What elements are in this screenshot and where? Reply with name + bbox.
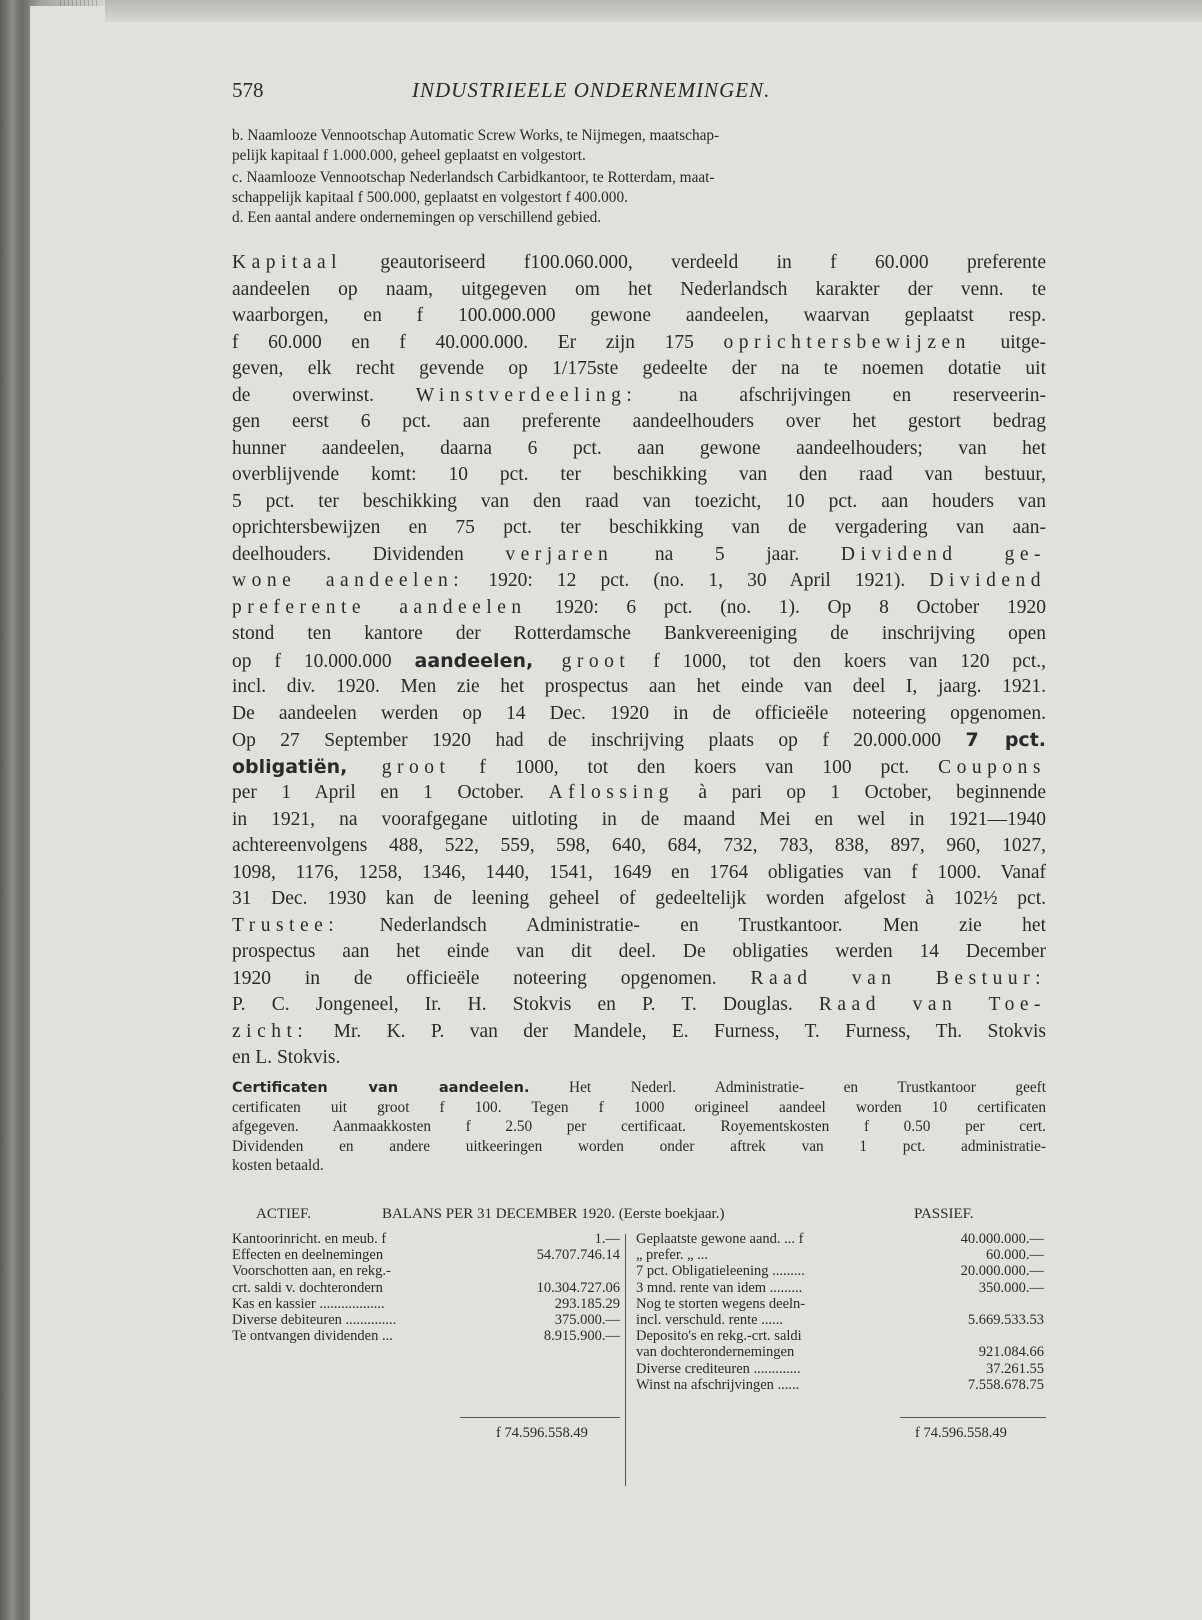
text-line bbox=[232, 992, 1046, 1019]
table-row bbox=[636, 1344, 1044, 1360]
spaced-term-coupons: Coupons bbox=[938, 756, 1046, 778]
table-row bbox=[636, 1247, 1044, 1263]
row-amount: 60.000.— bbox=[986, 1247, 1044, 1264]
spaced-term-zicht: zicht: bbox=[232, 1020, 309, 1042]
table-row bbox=[636, 1231, 1044, 1247]
row-label: „ prefer. „ ... bbox=[636, 1247, 709, 1264]
row-label: incl. verschuld. rente ...... bbox=[636, 1311, 783, 1328]
row-label: Diverse debiteuren .............. bbox=[232, 1311, 397, 1328]
actief-column bbox=[232, 1231, 620, 1344]
row-amount: 10.304.727.06 bbox=[536, 1279, 620, 1296]
text-span: uitge- bbox=[970, 331, 1046, 353]
text-line bbox=[232, 595, 1046, 622]
total-rule-left bbox=[460, 1417, 620, 1418]
row-label: Nog te storten wegens deeln- bbox=[636, 1295, 806, 1312]
intro-line-d: d. Een aantal andere ondernemingen op verschillend gebied. bbox=[232, 209, 602, 226]
spaced-term-winstverdeeling: Winstverdeeling: bbox=[415, 384, 638, 406]
row-amount: 5.669.533.53 bbox=[967, 1311, 1044, 1328]
bold-term-obligatien: obligatiën, bbox=[232, 755, 348, 778]
table-row bbox=[636, 1361, 1044, 1377]
row-label: Diverse crediteuren ............. bbox=[636, 1360, 801, 1377]
text-span: Mr. K. P. van der Mandele, E. Furness, T. Furness, Th. Stokvis bbox=[308, 1020, 1046, 1042]
spaced-term-kapitaal: Kapitaal bbox=[232, 252, 343, 273]
text-span: Het Nederl. Administratie- en Trustkantoor geeft bbox=[529, 1079, 1046, 1096]
text-line bbox=[232, 727, 1046, 754]
table-row bbox=[636, 1280, 1044, 1296]
text-line: 5 pct. ter beschikking van den raad van toezicht, 10 pct. aan houders van bbox=[232, 490, 1046, 512]
row-label: Voorschotten aan, en rekg.- bbox=[232, 1263, 391, 1280]
intro-line-b2: pelijk kapitaal f 1.000.000, geheel geplaatst en volgestort. bbox=[232, 147, 586, 164]
intro-line-b1: b. Naamlooze Vennootschap Automatic Screw Works, te Nijmegen, maatschap- bbox=[232, 127, 720, 144]
row-amount: 921.084.66 bbox=[978, 1344, 1044, 1361]
certificaten-paragraph bbox=[232, 1078, 1046, 1176]
table-row bbox=[636, 1312, 1044, 1328]
text-span: op f 10.000.000 bbox=[232, 650, 415, 672]
row-amount: 350.000.— bbox=[978, 1279, 1044, 1296]
page-header bbox=[232, 78, 1052, 108]
actief-label: ACTIEF. bbox=[256, 1206, 312, 1222]
text-line bbox=[232, 568, 1046, 595]
row-label: Geplaatste gewone aand. ... f bbox=[636, 1231, 804, 1247]
text-line: achtereenvolgens 488, 522, 559, 598, 640, 684, 732, 783, 838, 897, 960, 1027, bbox=[232, 835, 1046, 856]
table-row bbox=[636, 1328, 1044, 1344]
row-amount: 1.— bbox=[594, 1231, 620, 1247]
spaced-term-raad-van-toezicht: Raad van Toe- bbox=[818, 994, 1046, 1015]
row-amount: 293.185.29 bbox=[554, 1295, 620, 1312]
table-row bbox=[232, 1328, 620, 1344]
table-row bbox=[636, 1296, 1044, 1312]
spaced-term-dividend: Dividend ge- bbox=[840, 543, 1046, 565]
certificaten-heading: Certificaten van aandeelen. bbox=[232, 1080, 530, 1096]
row-label: Kas en kassier .................. bbox=[232, 1295, 385, 1312]
bold-term-7-pct: 7 pct. bbox=[965, 729, 1046, 751]
spaced-term-raad-van-bestuur: Raad van Bestuur: bbox=[750, 967, 1046, 989]
spaced-term-trustee: Trustee: bbox=[232, 914, 340, 936]
text-line: 31 Dec. 1930 kan de leening geheel of gedeeltelijk worden afgelost à 102½ pct. bbox=[232, 888, 1046, 909]
row-label: Kantoorinricht. en meub. f bbox=[232, 1231, 387, 1247]
text-span: de overwinst. bbox=[232, 384, 416, 406]
row-amount: 7.558.678.75 bbox=[967, 1376, 1044, 1393]
row-amount: 54.707.746.14 bbox=[536, 1247, 620, 1264]
row-amount: 40.000.000.— bbox=[960, 1231, 1044, 1247]
row-label: Te ontvangen dividenden ... bbox=[232, 1328, 393, 1345]
row-label: 7 pct. Obligatieleening ......... bbox=[636, 1263, 805, 1280]
text-line: De aandeelen werden op 14 Dec. 1920 in de officieële noteering opgenomen. bbox=[232, 702, 1046, 724]
text-line: aandeelen op naam, uitgegeven om het Nederlandsch karakter der venn. te bbox=[232, 278, 1046, 300]
table-row bbox=[232, 1231, 620, 1247]
passief-total: f 74.596.558.49 bbox=[915, 1425, 1007, 1441]
text-line: certificaten uit groot f 100. Tegen f 1000 origineel aandeel worden 10 certificaten bbox=[232, 1098, 1046, 1116]
text-span: f 60.000 en f 40.000.000. Er zijn 175 bbox=[232, 331, 724, 353]
text-span: à pari op 1 October, beginnende bbox=[673, 782, 1046, 803]
text-span: deelhouders. Dividenden bbox=[232, 543, 506, 565]
text-span: P. C. Jongeneel, Ir. H. Stokvis en P. T. Douglas. bbox=[232, 994, 819, 1015]
text-line: hunner aandeelen, daarna 6 pct. aan gewone aandeelhouders; van het bbox=[232, 437, 1046, 459]
table-row bbox=[636, 1377, 1044, 1393]
row-label: Deposito's en rekg.-crt. saldi bbox=[636, 1328, 802, 1345]
top-shadow bbox=[105, 0, 1202, 22]
text-line: stond ten kantore der Rotterdamsche Bankvereeniging de inschrijving open bbox=[232, 623, 1046, 644]
row-amount: 20.000.000.— bbox=[960, 1263, 1044, 1280]
page-number: 578 bbox=[232, 78, 264, 102]
text-span: 1920 in de officieële noteering opgenomen. bbox=[232, 967, 751, 989]
text-span: f 1000, tot den koers van 120 pct., bbox=[630, 650, 1046, 672]
text-span: na 5 jaar. bbox=[613, 543, 841, 565]
row-label: crt. saldi v. dochterondern bbox=[232, 1279, 383, 1296]
text-line bbox=[232, 250, 1046, 277]
text-line bbox=[232, 542, 1046, 569]
text-line: geven, elk recht gevende op 1/175ste gedeelte der na te noemen dotatie uit bbox=[232, 358, 1046, 379]
text-line: in 1921, na voorafgegane uitloting in de maand Mei en wel in 1921—1940 bbox=[232, 808, 1046, 830]
text-line: overblijvende komt: 10 pct. ter beschikking van den raad van bestuur, bbox=[232, 464, 1046, 485]
text-line bbox=[232, 648, 1046, 675]
text-line bbox=[232, 383, 1046, 410]
text-line: gen eerst 6 pct. aan preferente aandeelhouders over het gestort bedrag bbox=[232, 411, 1046, 432]
table-row bbox=[636, 1263, 1044, 1279]
bold-term-aandeelen: aandeelen, bbox=[414, 649, 534, 672]
spaced-term-preferente-aandeelen: preferente aandeelen bbox=[232, 596, 527, 618]
text-span: na afschrijvingen en reserveerin- bbox=[637, 384, 1046, 406]
text-line: afgegeven. Aanmaakkosten f 2.50 per certificaat. Royementskosten f 0.50 per cert. bbox=[232, 1118, 1046, 1135]
text-line: oprichtersbewijzen en 75 pct. ter beschikking van de vergadering van aan- bbox=[232, 517, 1046, 538]
row-label: 3 mnd. rente van idem ......... bbox=[636, 1279, 803, 1296]
passief-label: PASSIEF. bbox=[914, 1206, 974, 1222]
text-line bbox=[232, 754, 1046, 781]
total-rule-right bbox=[900, 1417, 1046, 1418]
text-span: Op 27 September 1920 had de inschrijving plaats op f 20.000.000 bbox=[232, 730, 966, 751]
text-line bbox=[232, 1078, 1046, 1098]
spaced-term-verjaren: verjaren bbox=[505, 543, 614, 565]
row-amount: 8.915.900.— bbox=[543, 1328, 620, 1345]
text-line bbox=[232, 913, 1046, 940]
text-line: kosten betaald. bbox=[232, 1157, 324, 1174]
table-row bbox=[232, 1263, 620, 1279]
spaced-term-dividend-2: Dividend bbox=[929, 570, 1046, 591]
text-line: 1098, 1176, 1258, 1346, 1440, 1541, 1649 en 1764 obligaties van f 1000. Vanaf bbox=[232, 861, 1046, 883]
spaced-term-oprichtersbewijzen: oprichtersbewijzen bbox=[723, 331, 971, 353]
passief-column bbox=[636, 1231, 1044, 1393]
row-label: Winst na afschrijvingen ...... bbox=[636, 1376, 800, 1393]
intro-line-c2: schappelijk kapitaal f 500.000, geplaatst en volgestort f 400.000. bbox=[232, 189, 628, 206]
table-row bbox=[232, 1247, 620, 1263]
spaced-term-aflossing: Aflossing bbox=[548, 782, 674, 803]
text-span: 1920: 6 pct. (no. 1). Op 8 October 1920 bbox=[526, 596, 1046, 618]
text-line: prospectus aan het einde van dit deel. De obligaties werden 14 December bbox=[232, 941, 1046, 962]
table-row bbox=[232, 1312, 620, 1328]
text-span: 1920: 12 pct. (no. 1, 30 April 1921). bbox=[464, 570, 930, 591]
actief-total: f 74.596.558.49 bbox=[496, 1425, 588, 1441]
text-span: per 1 April en 1 October. bbox=[232, 782, 549, 803]
text-span: geautoriseerd f100.060.000, verdeeld in f 60.000 preferente bbox=[342, 252, 1046, 273]
main-paragraph bbox=[232, 250, 1046, 1072]
intro-line-c1: c. Naamlooze Vennootschap Nederlandsch Carbidkantoor, te Rotterdam, maat- bbox=[232, 169, 715, 186]
spaced-term-gewone-aandeelen: wone aandeelen: bbox=[232, 570, 465, 591]
text-span: Nederlandsch Administratie- en Trustkantoor. Men zie het bbox=[339, 914, 1046, 936]
balans-title: BALANS PER 31 DECEMBER 1920. (Eerste boekjaar.) bbox=[382, 1206, 725, 1222]
row-label: Effecten en deelnemingen bbox=[232, 1247, 384, 1264]
text-line bbox=[232, 780, 1046, 807]
row-amount: 37.261.55 bbox=[986, 1360, 1044, 1377]
column-divider bbox=[625, 1234, 626, 1486]
text-line bbox=[232, 1019, 1046, 1046]
text-line bbox=[232, 330, 1046, 357]
text-line bbox=[232, 966, 1046, 993]
text-line: Dividenden en andere uitkeeringen worden onder aftrek van 1 pct. administratie- bbox=[232, 1137, 1046, 1155]
text-line: en L. Stokvis. bbox=[232, 1047, 341, 1068]
spaced-term-groot: groot bbox=[533, 650, 631, 672]
running-title: INDUSTRIEELE ONDERNEMINGEN. bbox=[412, 78, 771, 102]
text-line: incl. div. 1920. Men zie het prospectus aan het einde van deel I, jaarg. 1921. bbox=[232, 676, 1046, 697]
text-line: waarborgen, en f 100.000.000 gewone aandeelen, waarvan geplaatst resp. bbox=[232, 305, 1046, 326]
table-row bbox=[232, 1280, 620, 1296]
table-row bbox=[232, 1296, 620, 1312]
text-span: f 1000, tot den koers van 100 pct. bbox=[450, 756, 939, 778]
spaced-term-groot-2: groot bbox=[347, 756, 451, 778]
row-amount: 375.000.— bbox=[554, 1311, 620, 1328]
row-label: van dochterondernemingen bbox=[636, 1344, 795, 1361]
